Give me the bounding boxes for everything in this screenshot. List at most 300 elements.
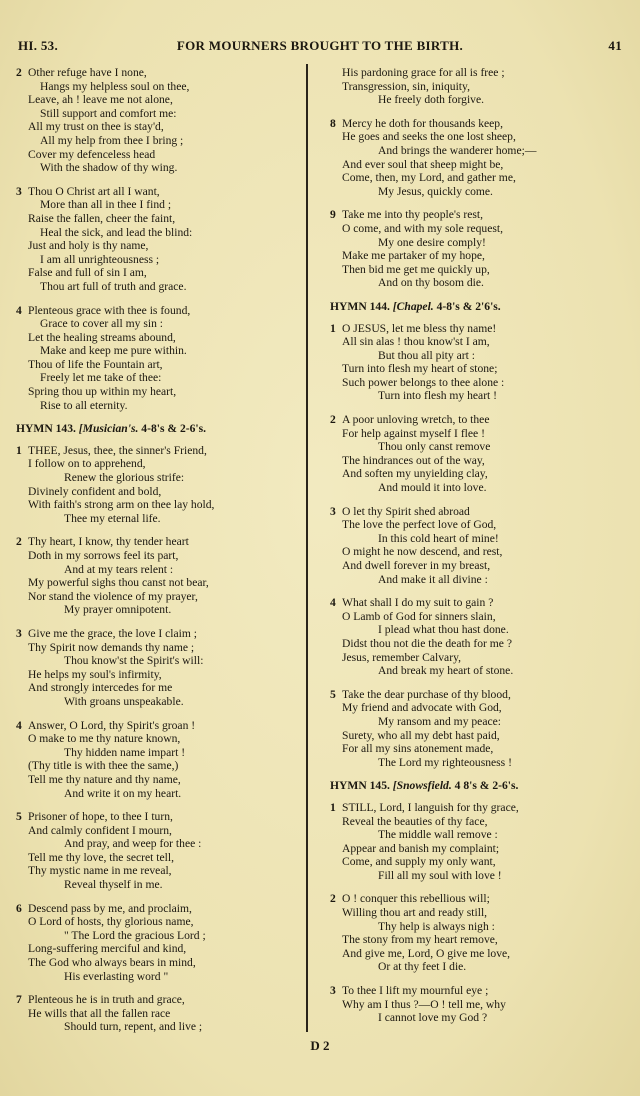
verse-line — [330, 454, 622, 468]
right-column — [330, 66, 622, 1035]
verse-text: O ! conquer this rebellious will; — [342, 892, 490, 906]
verse-text: My one desire comply! — [378, 235, 486, 249]
verse-text: All my trust on thee is stay'd, — [28, 120, 164, 134]
verse-text: Come, and supply my only want, — [342, 855, 496, 869]
verse-line — [16, 161, 298, 175]
verse-line — [16, 535, 298, 549]
verse-text: My prayer omnipotent. — [64, 603, 172, 617]
verse-line — [16, 198, 298, 212]
verse-text: I plead what thou hast done. — [378, 623, 509, 637]
verse-line — [16, 304, 298, 318]
verse-text: And on thy bosom die. — [378, 276, 484, 290]
verse-text: " The Lord the gracious Lord ; — [64, 928, 206, 942]
verse-number: 4 — [16, 718, 22, 732]
verse-text: Reveal thyself in me. — [64, 878, 163, 892]
verse-text: Surety, who all my debt hast paid, — [342, 728, 500, 742]
verse-line — [330, 440, 622, 454]
verse-text: Thy mystic name in me reveal, — [28, 864, 172, 878]
verse-text: And give me, Lord, O give me love, — [342, 946, 511, 960]
verse-text: For all my sins atonement made, — [342, 742, 494, 756]
verse-line — [330, 998, 622, 1012]
verse-number: 2 — [16, 535, 22, 549]
verse-line — [330, 66, 622, 80]
verse-line — [330, 906, 622, 920]
verse — [16, 535, 298, 617]
verse-line — [330, 892, 622, 906]
verse-text: And strongly intercedes for me — [28, 681, 173, 695]
verse-line — [16, 681, 298, 695]
signature-mark: D 2 — [310, 1038, 330, 1053]
left-column — [16, 66, 298, 1044]
verse-line — [16, 399, 298, 413]
verse-line — [330, 518, 622, 532]
hymn-heading — [330, 779, 622, 793]
hymn-number: HYMN 145. — [330, 779, 393, 793]
verse-line — [16, 719, 298, 733]
verse-text: A poor unloving wretch, to thee — [342, 413, 490, 427]
verse-text: Thou O Christ art all I want, — [28, 184, 160, 198]
verse-text: O Lamb of God for sinners slain, — [342, 609, 496, 623]
verse-text: Long-suffering merciful and kind, — [28, 942, 187, 956]
verse-text: And ever soul that sheep might be, — [342, 157, 504, 171]
verse-line — [16, 993, 298, 1007]
verse-text: With the shadow of thy wing. — [40, 161, 178, 175]
hymn-meter: 4-8's & 2'6's. — [436, 299, 501, 313]
verse-line — [16, 773, 298, 787]
verse-text: Tell me thy nature and thy name, — [28, 772, 181, 786]
hymn-heading — [16, 422, 298, 436]
verse-text: And write it on my heart. — [64, 786, 182, 800]
verse-text: O come, and with my sole request, — [342, 221, 503, 235]
verse-text: Come, then, my Lord, and gather me, — [342, 171, 516, 185]
verse-line — [16, 902, 298, 916]
verse-text: Why am I thus ?—O ! tell me, why — [342, 997, 506, 1011]
verse-line — [330, 855, 622, 869]
verse-line — [330, 467, 622, 481]
verse-text: Freely let me take of thee: — [40, 371, 162, 385]
verse-line — [330, 637, 622, 651]
verse-number: 5 — [16, 810, 22, 824]
verse-line — [16, 358, 298, 372]
verse-text: Mercy he doth for thousands keep, — [342, 116, 503, 130]
verse-line — [16, 239, 298, 253]
verse-text: Transgression, sin, iniquity, — [342, 79, 470, 93]
verse-text: Prisoner of hope, to thee I turn, — [28, 810, 173, 824]
verse-line — [16, 134, 298, 148]
verse-text: I cannot love my God ? — [378, 1011, 488, 1025]
verse-line — [16, 929, 298, 943]
verse-text: Tell me thy love, the secret tell, — [28, 850, 174, 864]
verse-text: And break my heart of stone. — [378, 664, 514, 678]
verse-text: Turn into flesh my heart of stone; — [342, 362, 498, 376]
verse-text: Jesus, remember Calvary, — [342, 650, 462, 664]
verse-text: My Jesus, quickly come. — [378, 184, 493, 198]
verse-text: Just and holy is thy name, — [28, 239, 149, 253]
hymn-heading — [330, 300, 622, 314]
page-number: 41 — [608, 38, 622, 53]
verse-number: 1 — [330, 800, 336, 814]
verse-text: Appear and banish my complaint; — [342, 841, 500, 855]
verse-text: Nor stand the violence of my prayer, — [28, 589, 198, 603]
verse-line — [330, 481, 622, 495]
verse-line — [16, 970, 298, 984]
verse-text: Thou know'st the Spirit's will: — [64, 654, 204, 668]
verse-text: With faith's strong arm on thee lay hold, — [28, 498, 215, 512]
verse-text: And pray, and weep for thee : — [64, 837, 202, 851]
verse-line — [16, 810, 298, 824]
verse-line — [16, 864, 298, 878]
verse-text: Grace to cover all my sin : — [40, 317, 163, 331]
verse-line — [330, 505, 622, 519]
running-header — [18, 38, 622, 58]
verse-text: Didst thou not die the death for me ? — [342, 636, 513, 650]
verse-line — [330, 185, 622, 199]
verse-text: Fill all my soul with love ! — [378, 868, 502, 882]
verse — [16, 719, 298, 801]
verse-line — [330, 144, 622, 158]
verse-line — [330, 545, 622, 559]
verse-line — [16, 212, 298, 226]
verse-line — [330, 815, 622, 829]
verse-text: And brings the wanderer home;— — [378, 143, 537, 157]
verse-text: He freely doth forgive. — [378, 93, 485, 107]
verse — [16, 810, 298, 892]
verse-text: (Thy title is with thee the same,) — [28, 759, 179, 773]
hymn-number: HYMN 144. — [330, 299, 393, 313]
verse-line — [16, 253, 298, 267]
verse-line — [330, 117, 622, 131]
verse-text: O might he now descend, and rest, — [342, 545, 503, 559]
verse-line — [16, 148, 298, 162]
verse-line — [16, 590, 298, 604]
verse-line — [330, 842, 622, 856]
hymn-tune: [Snowsfield. — [392, 779, 455, 793]
verse-line — [16, 576, 298, 590]
verse-line — [16, 603, 298, 617]
verse — [330, 892, 622, 974]
verse-line — [16, 668, 298, 682]
verse-line — [330, 222, 622, 236]
verse-text: Thy heart, I know, thy tender heart — [28, 535, 189, 549]
verse-text: Thy help is always nigh : — [378, 919, 495, 933]
hymn-tune: [Chapel. — [392, 299, 437, 313]
verse-line — [16, 746, 298, 760]
hymn-meter: 4-8's & 2-6's. — [141, 422, 207, 436]
verse-text: I am all unrighteousness ; — [40, 252, 160, 266]
verse-text: My powerful sighs thou canst not bear, — [28, 576, 209, 590]
verse-text: STILL, Lord, I languish for thy grace, — [342, 800, 519, 814]
verse-text: Turn into flesh my heart ! — [378, 389, 498, 403]
verse-text: To thee I lift my mournful eye ; — [342, 984, 489, 998]
verse — [16, 627, 298, 709]
verse-line — [330, 322, 622, 336]
verse — [330, 801, 622, 883]
hymn-meter: 4 8's & 2-6's. — [454, 779, 519, 793]
verse-text: The God who always bears in mind, — [28, 956, 196, 970]
verse-line — [330, 80, 622, 94]
verse — [330, 984, 622, 1025]
verse-text: Cover my defenceless head — [28, 147, 156, 161]
verse-text: Willing thou art and ready still, — [342, 906, 488, 920]
verse-text: Thou of life the Fountain art, — [28, 357, 163, 371]
verse-number: 2 — [16, 66, 22, 79]
verse — [330, 413, 622, 495]
verse-line — [16, 549, 298, 563]
verse-number: 3 — [16, 626, 22, 640]
verse-line — [16, 331, 298, 345]
verse-line — [330, 715, 622, 729]
verse — [330, 688, 622, 770]
verse-text: THEE, Jesus, thee, the sinner's Friend, — [28, 443, 207, 457]
verse-number: 7 — [16, 993, 22, 1007]
verse-line — [330, 610, 622, 624]
verse-text: And soften my unyielding clay, — [342, 467, 488, 481]
verse-line — [16, 371, 298, 385]
verse-text: Leave, ah ! leave me not alone, — [28, 93, 173, 107]
verse — [16, 993, 298, 1034]
verse-number: 9 — [330, 208, 336, 222]
verse-line — [16, 93, 298, 107]
verse-line — [330, 688, 622, 702]
verse-number: 4 — [16, 303, 22, 317]
verse-line — [330, 651, 622, 665]
verse-line — [330, 427, 622, 441]
verse-text: And calmly confident I mourn, — [28, 823, 172, 837]
verse-text: All sin alas ! thou know'st I am, — [342, 335, 490, 349]
verse-line — [330, 828, 622, 842]
verse-text: Thee my eternal life. — [64, 511, 161, 525]
verse-line — [16, 485, 298, 499]
verse-text: But thou all pity art : — [378, 348, 475, 362]
verse-text: He helps my soul's infirmity, — [28, 667, 162, 681]
verse-line — [16, 317, 298, 331]
verse-text: Let the healing streams abound, — [28, 330, 176, 344]
verse-line — [16, 266, 298, 280]
verse-line — [16, 878, 298, 892]
verse-line — [330, 532, 622, 546]
verse-text: Or at thy feet I die. — [378, 960, 467, 974]
verse-line — [16, 385, 298, 399]
verse-text: O let thy Spirit shed abroad — [342, 504, 470, 518]
verse-text: In this cold heart of mine! — [378, 531, 499, 545]
verse-text: Give me the grace, the love I claim ; — [28, 626, 198, 640]
verse-text: Other refuge have I none, — [28, 66, 147, 79]
verse-number: 6 — [16, 901, 22, 915]
verse-text: Should turn, repent, and live ; — [64, 1020, 203, 1034]
verse-line — [330, 208, 622, 222]
verse-number: 4 — [330, 596, 336, 610]
verse-line — [16, 66, 298, 80]
verse-text: Rise to all eternity. — [40, 398, 128, 412]
verse-line — [330, 158, 622, 172]
verse-number: 2 — [330, 892, 336, 906]
verse-number: 1 — [330, 321, 336, 335]
verse-line — [16, 471, 298, 485]
verse-text: Spring thou up within my heart, — [28, 385, 177, 399]
verse-text: My friend and advocate with God, — [342, 701, 502, 715]
verse-text: And at my tears relent : — [64, 562, 174, 576]
verse-line — [330, 933, 622, 947]
verse-line — [330, 1011, 622, 1025]
verse-line — [330, 349, 622, 363]
verse-line — [330, 756, 622, 770]
verse-line — [16, 654, 298, 668]
verse-line — [330, 236, 622, 250]
section-title: FOR MOURNERS BROUGHT TO THE BIRTH. — [176, 38, 464, 53]
verse — [330, 66, 622, 107]
verse-text: He goes and seeks the one lost sheep, — [342, 130, 516, 144]
verse-text: Thou only canst remove — [378, 440, 491, 454]
verse-line — [16, 563, 298, 577]
verse-text: The Lord my righteousness ! — [378, 755, 512, 769]
verse-line — [330, 335, 622, 349]
verse-text: The hindrances out of the way, — [342, 453, 485, 467]
verse-text: Plenteous grace with thee is found, — [28, 303, 191, 317]
verse-line — [16, 444, 298, 458]
verse-line — [330, 920, 622, 934]
verse-text: Answer, O Lord, thy Spirit's groan ! — [28, 718, 196, 732]
verse-text: His everlasting word " — [64, 969, 169, 983]
verse-text: Hangs my helpless soul on thee, — [40, 79, 190, 93]
verse-line — [16, 1020, 298, 1034]
verse-number: 5 — [330, 687, 336, 701]
verse-text: Then bid me get me quickly up, — [342, 262, 490, 276]
verse-text: And mould it into love. — [378, 481, 487, 495]
verse-number: 3 — [330, 504, 336, 518]
verse-text: O Lord of hosts, thy glorious name, — [28, 915, 194, 929]
column-divider — [306, 64, 308, 1032]
verse-text: Divinely confident and bold, — [28, 484, 162, 498]
verse-line — [16, 1007, 298, 1021]
verse-line — [330, 729, 622, 743]
verse-text: Take the dear purchase of thy blood, — [342, 687, 511, 701]
verse-text: His pardoning grace for all is free ; — [342, 66, 505, 79]
verse-line — [16, 787, 298, 801]
verse — [16, 304, 298, 413]
verse — [16, 902, 298, 984]
verse — [330, 596, 622, 678]
verse — [16, 185, 298, 294]
verse-number: 2 — [330, 413, 336, 427]
verse-text: The middle wall remove : — [378, 828, 498, 842]
verse-line — [330, 742, 622, 756]
verse-text: Thou art full of truth and grace. — [40, 279, 187, 293]
verse-line — [330, 93, 622, 107]
verse-line — [330, 869, 622, 883]
verse-line — [16, 627, 298, 641]
verse-line — [330, 413, 622, 427]
verse-line — [16, 942, 298, 956]
verse — [16, 66, 298, 175]
verse-line — [330, 960, 622, 974]
verse-text: Still support and comfort me: — [40, 106, 177, 120]
verse-text: What shall I do my suit to gain ? — [342, 596, 494, 610]
hymn-range-label: HI. 53. — [18, 38, 59, 53]
verse-text: And dwell forever in my breast, — [342, 559, 491, 572]
verse-line — [330, 276, 622, 290]
verse-line — [330, 573, 622, 587]
verse-line — [330, 249, 622, 263]
verse-line — [16, 837, 298, 851]
verse-text: He wills that all the fallen race — [28, 1006, 171, 1020]
verse-line — [16, 759, 298, 773]
verse-line — [16, 695, 298, 709]
verse-line — [330, 171, 622, 185]
verse-number: 3 — [16, 184, 22, 198]
verse-text: All my help from thee I bring ; — [40, 133, 184, 147]
verse-number: 8 — [330, 116, 336, 130]
verse-text: Take me into thy people's rest, — [342, 208, 484, 222]
verse — [330, 505, 622, 587]
verse — [330, 117, 622, 199]
verse-line — [16, 226, 298, 240]
verse-line — [330, 947, 622, 961]
verse-text: Reveal the beauties of thy face, — [342, 814, 488, 828]
verse-line — [16, 80, 298, 94]
verse-text: The stony from my heart remove, — [342, 933, 498, 947]
verse-text: My ransom and my peace: — [378, 714, 501, 728]
verse-line — [330, 389, 622, 403]
verse-text: The love the perfect love of God, — [342, 518, 497, 532]
verse-line — [16, 344, 298, 358]
verse-text: And make it all divine : — [378, 572, 488, 586]
verse-line — [16, 915, 298, 929]
verse-text: Make and keep me pure within. — [40, 344, 187, 358]
verse-number: 3 — [330, 984, 336, 998]
verse-line — [16, 824, 298, 838]
verse-text: For help against myself I flee ! — [342, 426, 485, 440]
verse-line — [16, 732, 298, 746]
verse-line — [16, 120, 298, 134]
verse-text: Renew the glorious strife: — [64, 471, 185, 485]
verse-number: 1 — [16, 443, 22, 457]
verse-line — [330, 362, 622, 376]
verse-line — [330, 559, 622, 573]
verse-text: False and full of sin I am, — [28, 266, 147, 280]
verse-line — [16, 457, 298, 471]
verse-text: Thy Spirit now demands thy name ; — [28, 640, 195, 654]
verse-line — [330, 130, 622, 144]
verse-line — [16, 107, 298, 121]
verse-text: Doth in my sorrows feel its part, — [28, 549, 179, 562]
verse-line — [16, 498, 298, 512]
verse-line — [330, 984, 622, 998]
verse — [16, 444, 298, 526]
verse-line — [16, 280, 298, 294]
verse-text: Descend pass by me, and proclaim, — [28, 901, 192, 915]
verse-line — [16, 512, 298, 526]
verse-text: I follow on to apprehend, — [28, 457, 146, 471]
verse-line — [16, 956, 298, 970]
verse-text: O JESUS, let me bless thy name! — [342, 321, 497, 335]
verse-text: Plenteous he is in truth and grace, — [28, 993, 185, 1007]
verse-text: Such power belongs to thee alone : — [342, 375, 505, 389]
hymn-number: HYMN 143. — [16, 422, 79, 436]
verse-text: Make me partaker of my hope, — [342, 249, 485, 263]
verse-line — [330, 664, 622, 678]
verse-text: Heal the sick, and lead the blind: — [40, 225, 193, 239]
verse-text: Raise the fallen, cheer the faint, — [28, 211, 176, 225]
verse-line — [16, 641, 298, 655]
verse-line — [330, 623, 622, 637]
verse-text: More than all in thee I find ; — [40, 198, 172, 212]
verse-text: With groans unspeakable. — [64, 694, 184, 708]
verse-text: Thy hidden name impart ! — [64, 745, 186, 759]
verse-line — [16, 185, 298, 199]
verse-line — [16, 851, 298, 865]
verse-line — [330, 701, 622, 715]
verse — [330, 322, 622, 404]
